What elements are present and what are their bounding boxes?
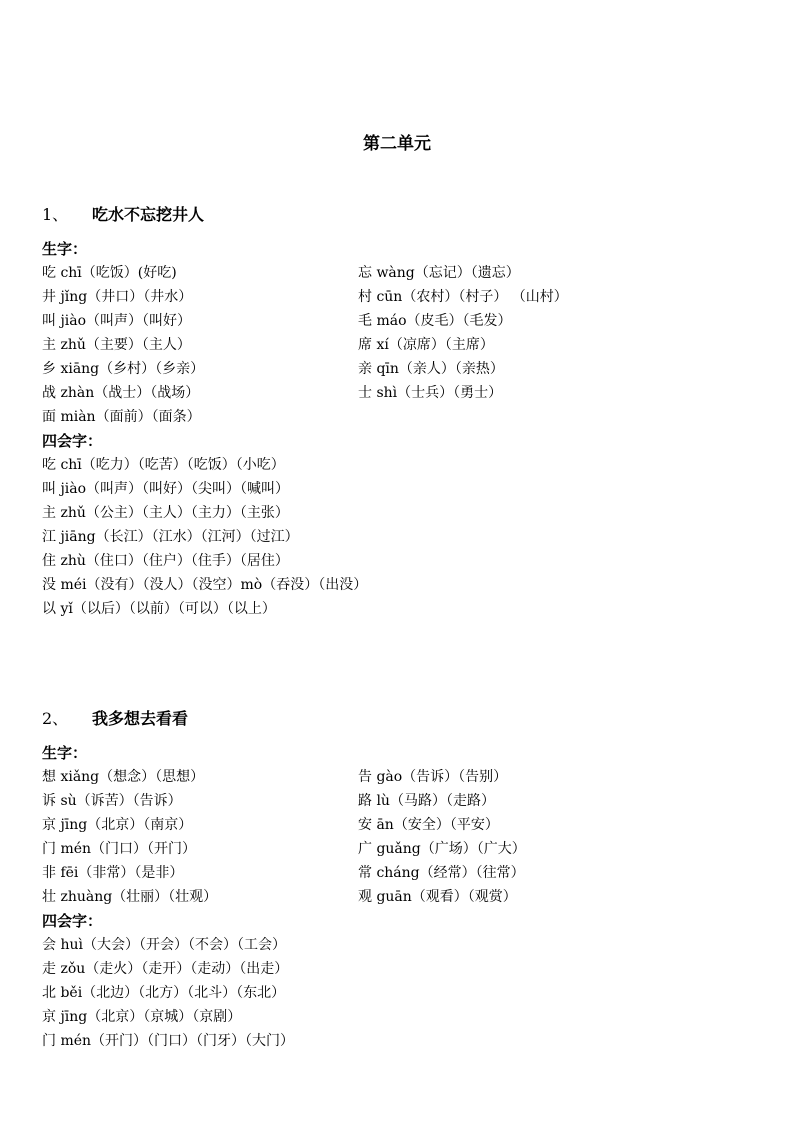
char-entry: 面 miàn（面前）（面条） bbox=[42, 409, 201, 425]
shengzi-label: 生字： bbox=[42, 240, 88, 258]
char-row bbox=[42, 765, 762, 789]
word-row bbox=[42, 597, 762, 621]
word-row bbox=[42, 453, 762, 477]
lesson-number: 1、 bbox=[42, 204, 69, 224]
char-row bbox=[42, 789, 762, 813]
char-row bbox=[42, 333, 762, 357]
char-row bbox=[42, 885, 762, 909]
word-row bbox=[42, 933, 762, 957]
lesson-section-1 bbox=[42, 201, 762, 621]
word-entry: 住 zhù（住口）（住户）（住手）（居住） bbox=[42, 553, 289, 569]
shengzi-label: 生字： bbox=[42, 744, 88, 762]
word-entry: 主 zhǔ（公主）（主人）（主力）（主张） bbox=[42, 505, 289, 521]
char-entry: 叫 jiào（叫声）（叫好） bbox=[42, 313, 192, 329]
char-entry: 主 zhǔ（主要）（主人） bbox=[42, 337, 191, 353]
lesson-title: 吃水不忘挖井人 bbox=[92, 204, 205, 224]
char-entry: 村 cūn（农村）（村子） （山村） bbox=[358, 289, 568, 305]
page-title: 第二单元 bbox=[363, 134, 431, 154]
word-entry: 叫 jiào（叫声）（叫好）（尖叫）（喊叫） bbox=[42, 481, 290, 497]
char-row bbox=[42, 837, 762, 861]
char-entry: 告 gào（告诉）（告别） bbox=[358, 769, 508, 785]
char-entry: 观 guān（观看）（观赏） bbox=[358, 889, 517, 905]
char-entry: 路 lù（马路）（走路） bbox=[358, 793, 495, 809]
char-row bbox=[42, 285, 762, 309]
char-entry: 壮 zhuàng（壮丽）（壮观） bbox=[42, 889, 218, 905]
word-entry: 走 zǒu（走火）（走开）（走动）（出走） bbox=[42, 961, 289, 977]
char-row bbox=[42, 261, 762, 285]
char-entry: 安 ān（安全）（平安） bbox=[358, 817, 499, 833]
char-entry: 席 xí（凉席）（主席） bbox=[358, 337, 494, 353]
char-entry: 毛 máo（皮毛）（毛发） bbox=[358, 313, 512, 329]
char-row bbox=[42, 813, 762, 837]
char-entry: 忘 wàng（忘记）（遗忘） bbox=[358, 265, 520, 281]
lesson-heading bbox=[42, 705, 762, 729]
word-entry: 江 jiāng（长江）（江水）（江河）（过江） bbox=[42, 529, 299, 545]
char-entry: 想 xiǎng（想念）（思想） bbox=[42, 769, 205, 785]
word-row bbox=[42, 477, 762, 501]
char-entry: 广 guǎng（广场）（广大） bbox=[358, 841, 526, 857]
sihuizi-label: 四会字： bbox=[42, 432, 103, 450]
char-entry: 诉 sù（诉苦）（告诉） bbox=[42, 793, 182, 809]
char-row bbox=[42, 405, 762, 429]
char-row bbox=[42, 309, 762, 333]
lesson-number: 2、 bbox=[42, 708, 69, 728]
char-row bbox=[42, 357, 762, 381]
word-entry: 没 méi（没有）（没人）（没空）mò（吞没）（出没） bbox=[42, 577, 368, 593]
word-entry: 北 běi（北边）（北方）（北斗）（东北） bbox=[42, 985, 286, 1001]
word-entry: 以 yǐ（以后）（以前）（可以）（以上） bbox=[42, 601, 276, 617]
char-entry: 常 cháng（经常）（往常） bbox=[358, 865, 525, 881]
word-row bbox=[42, 981, 762, 1005]
word-row bbox=[42, 501, 762, 525]
char-entry: 乡 xiāng（乡村）（乡亲） bbox=[42, 361, 205, 377]
word-entry: 吃 chī（吃力）（吃苦）（吃饭）（小吃） bbox=[42, 457, 285, 473]
word-entry: 门 mén（开门）（门口）（门牙）（大门） bbox=[42, 1033, 295, 1049]
word-row bbox=[42, 1005, 762, 1029]
char-entry: 士 shì（士兵）（勇士） bbox=[358, 385, 503, 401]
word-row bbox=[42, 525, 762, 549]
char-entry: 京 jīng（北京）（南京） bbox=[42, 817, 193, 833]
word-row bbox=[42, 573, 762, 597]
char-entry: 吃 chī（吃饭）(好吃) bbox=[42, 265, 177, 281]
char-entry: 战 zhàn（战士）（战场） bbox=[42, 385, 200, 401]
char-entry: 门 mén（门口）（开门） bbox=[42, 841, 197, 857]
lesson-title: 我多想去看看 bbox=[92, 708, 189, 728]
char-row bbox=[42, 381, 762, 405]
char-row bbox=[42, 861, 762, 885]
char-entry: 亲 qīn（亲人）（亲热） bbox=[358, 361, 504, 377]
char-entry: 非 fēi（非常）（是非） bbox=[42, 865, 184, 881]
sihuizi-label: 四会字： bbox=[42, 912, 103, 930]
word-row bbox=[42, 957, 762, 981]
char-entry: 井 jǐng（井口）（井水） bbox=[42, 289, 193, 305]
word-entry: 会 huì（大会）（开会）（不会）（工会） bbox=[42, 937, 286, 953]
word-row bbox=[42, 1029, 762, 1053]
lesson-section-2 bbox=[42, 705, 762, 1053]
word-row bbox=[42, 549, 762, 573]
lesson-heading bbox=[42, 201, 762, 225]
word-entry: 京 jīng（北京）（京城）（京剧） bbox=[42, 1009, 242, 1025]
